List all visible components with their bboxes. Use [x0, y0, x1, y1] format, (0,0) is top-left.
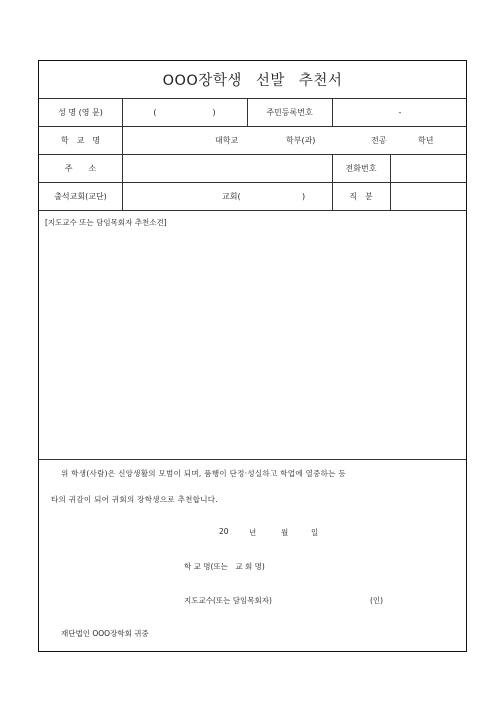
name-label: 성 명 (영 문) — [58, 108, 103, 117]
name-paren-open: ( — [153, 108, 157, 117]
school-label: 학 교 명 — [60, 136, 101, 145]
church-row — [39, 183, 466, 211]
recommendation-opinion-box[interactable] — [39, 211, 466, 460]
title-part-3: 추천서 — [298, 73, 343, 89]
date-month-unit: 월 — [281, 528, 289, 537]
phone-field[interactable] — [390, 155, 468, 182]
statement-section — [39, 460, 466, 653]
statement-line-2: 타의 귀감이 되어 귀회의 장학생으로 추천합니다. — [51, 495, 219, 504]
form-title — [163, 69, 343, 90]
name-paren-close: ) — [212, 108, 216, 117]
title-part-1: OOO장학생 — [162, 73, 242, 89]
phone-label: 전화번호 — [345, 164, 377, 173]
address-row — [39, 155, 466, 183]
resident-number-field[interactable]: - — [398, 108, 402, 117]
date-year-unit: 년 — [249, 528, 257, 537]
major-suffix: 전공 — [371, 136, 387, 145]
year-suffix: 학년 — [418, 136, 434, 145]
seal-mark: (인) — [370, 596, 384, 605]
name-row — [39, 99, 466, 127]
school-field[interactable] — [122, 127, 468, 154]
date-day-unit: 일 — [311, 528, 319, 537]
address-label: 주 소 — [64, 164, 97, 173]
school-name-signature: 학 교 명(또는 교 회 명) — [184, 562, 265, 571]
university-suffix: 대학교 — [215, 136, 239, 145]
title-part-2: 선발 — [255, 73, 285, 89]
opinion-label: [지도교수 또는 담임목회자 추천소견] — [45, 218, 167, 227]
church-paren-close: ) — [302, 192, 306, 201]
advisor-signature: 지도교수(또는 담임목회자) — [184, 596, 272, 605]
church-field[interactable] — [122, 183, 332, 210]
info-grid — [39, 99, 466, 211]
statement-line-1: 위 학생(사람)은 신앙생활의 모범이 되며, 품행이 단정·성실하고 학업에 열중하는 등 — [61, 469, 346, 478]
position-field[interactable] — [390, 183, 468, 210]
department-suffix: 학부(과) — [286, 136, 316, 145]
address-field[interactable] — [122, 155, 332, 182]
position-label: 직 분 — [349, 192, 373, 201]
recommendation-form — [38, 60, 467, 652]
title-row — [39, 61, 466, 99]
date-year: 20 — [219, 527, 229, 536]
church-text: 교회( — [222, 192, 241, 201]
recipient: 재단법인 OOO장학회 귀중 — [61, 629, 149, 638]
name-field[interactable] — [122, 99, 247, 126]
resident-number-label: 주민등록번호 — [266, 108, 313, 117]
church-label: 출석교회(교단) — [54, 192, 107, 201]
school-row — [39, 127, 466, 155]
